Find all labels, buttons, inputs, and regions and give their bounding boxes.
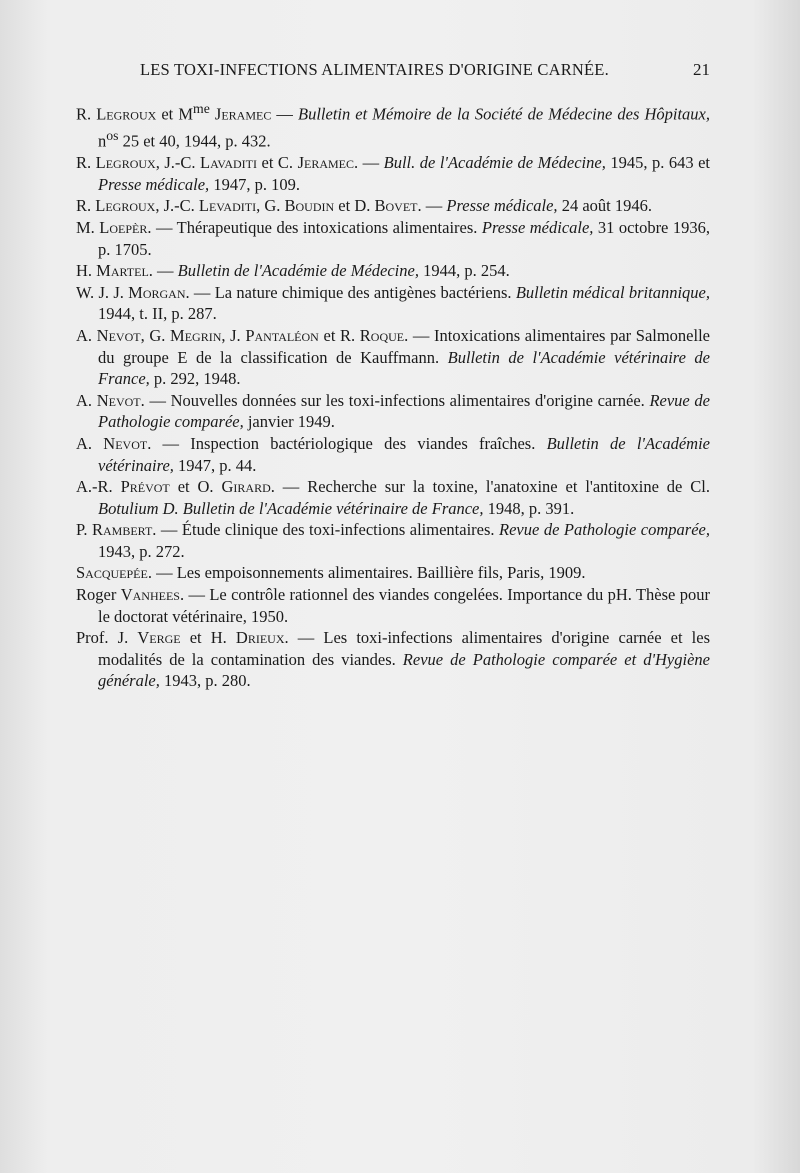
publication-title: Revue de Pathologie comparée,: [499, 520, 710, 540]
reference-list: [76, 98, 710, 692]
reference-entry: [76, 476, 710, 519]
author-name: Jeramec: [214, 104, 272, 124]
reference-text: et C.: [257, 153, 298, 173]
reference-text: et H.: [180, 628, 236, 648]
reference-entry: [76, 98, 710, 152]
author-name: Boudin: [284, 196, 335, 216]
reference-entry: [76, 217, 710, 260]
running-title: LES TOXI-INFECTIONS ALIMENTAIRES D'ORIGINE CARNÉE.: [140, 60, 609, 79]
reference-text: . — La nature chimique des antigènes bactériens.: [185, 282, 516, 302]
reference-text: , J.-C.: [155, 153, 201, 173]
reference-entry: [76, 325, 710, 390]
reference-entry: [76, 152, 710, 195]
reference-text: 1944, p. 254.: [418, 261, 510, 281]
reference-text: A.-R.: [76, 477, 121, 497]
reference-text: 24 août 1946.: [557, 196, 652, 216]
reference-text: A.: [76, 390, 97, 410]
reference-text: P.: [76, 520, 92, 540]
author-name: Loepèr: [99, 217, 148, 237]
reference-text: p. 292, 1948.: [149, 369, 241, 389]
reference-entry: [76, 195, 710, 217]
publication-title: Botulium D. Bulletin de l'Académie vétérinaire de France,: [98, 498, 484, 518]
author-name: Megrin: [170, 325, 222, 345]
reference-text: 1947, p. 44.: [173, 455, 257, 475]
author-name: Roque: [359, 325, 405, 345]
author-name: Sacquepée: [76, 563, 148, 583]
publication-title: Revue de Pathologie comparée,: [98, 390, 710, 432]
author-name: Nevot: [103, 433, 148, 453]
publication-title: Bull. de l'Académie de Médecine,: [383, 153, 606, 173]
reference-text: . —: [148, 261, 178, 281]
publication-title: Bulletin de l'Académie vétérinaire,: [98, 433, 711, 475]
reference-text: A.: [76, 325, 97, 345]
reference-text: , J.-C.: [155, 196, 199, 216]
reference-text: . — Thérapeutique des intoxications alimentaires.: [147, 217, 482, 237]
author-name: Nevot: [96, 325, 141, 345]
author-name: Legroux: [96, 104, 157, 124]
reference-entry: [76, 433, 710, 476]
author-name: Girard: [221, 477, 271, 497]
reference-text: 25 et 40, 1944, p. 432.: [118, 131, 271, 151]
publication-title: Presse médicale,: [446, 196, 558, 216]
reference-text: R.: [76, 153, 96, 173]
reference-text: Roger: [76, 585, 121, 605]
author-name: Jeramec: [297, 153, 354, 173]
author-name: Morgan: [128, 282, 186, 302]
superscript: os: [106, 128, 119, 144]
reference-text: . — Les toxi-infections alimentaires d'origine carnée et les modalités de la contamination des viandes.: [98, 628, 711, 669]
reference-text: et R.: [318, 325, 360, 345]
reference-text: 1947, p. 109.: [209, 174, 300, 194]
reference-text: , G.: [140, 325, 171, 345]
reference-text: . —: [417, 196, 447, 216]
publication-title: Bulletin et Mémoire de la Société de Médecine des Hôpitaux,: [298, 104, 711, 124]
reference-text: R.: [76, 196, 96, 216]
reference-entry: [76, 390, 710, 433]
reference-text: , G.: [256, 196, 285, 216]
page-number: 21: [693, 60, 710, 79]
publication-title: Bulletin de l'Académie de Médecine,: [177, 261, 419, 281]
reference-text: 1948, p. 391.: [483, 498, 575, 518]
reference-text: A.: [76, 433, 104, 453]
reference-text: et O.: [169, 477, 222, 497]
author-name: Vanhees: [120, 585, 180, 605]
publication-title: Bulletin de l'Académie vétérinaire de France,: [98, 347, 711, 389]
reference-entry: [76, 282, 710, 325]
author-name: Pantaléon: [245, 325, 319, 345]
reference-text: . — Étude clinique des toxi-infections alimentaires.: [152, 520, 500, 540]
reference-entry: [76, 562, 710, 584]
author-name: Levaditi: [198, 196, 257, 216]
reference-text: H.: [76, 261, 97, 281]
reference-text: 1943, p. 280.: [159, 671, 251, 691]
reference-text: 1945, p. 643 et: [605, 153, 710, 173]
publication-title: Bulletin médical britannique,: [515, 282, 710, 302]
author-name: Bovet: [374, 196, 418, 216]
publication-title: Revue de Pathologie comparée et d'Hygiène générale,: [98, 649, 710, 691]
reference-text: —: [271, 104, 298, 124]
author-name: Rambert: [91, 520, 153, 540]
reference-text: n: [98, 131, 107, 151]
author-name: Martel: [96, 261, 149, 281]
publication-title: Presse médicale,: [481, 217, 594, 237]
publication-title: Presse médicale,: [98, 174, 210, 194]
author-name: Legroux: [95, 196, 156, 216]
reference-text: . — Intoxications alimentaires par Salmonelle du groupe E de la classification de Kauffmann.: [98, 325, 710, 367]
reference-text: 1944, t. II, p. 287.: [98, 304, 217, 324]
reference-entry: [76, 519, 710, 562]
author-name: Verge: [137, 628, 181, 648]
author-name: Nevot: [96, 390, 141, 410]
reference-text: 1943, p. 272.: [98, 541, 185, 561]
reference-text: R.: [76, 104, 97, 124]
reference-text: . — Recherche sur la toxine, l'anatoxine et l'antitoxine de Cl.: [270, 477, 711, 497]
reference-text: M.: [76, 217, 100, 237]
reference-text: Prof. J.: [76, 628, 138, 648]
reference-text: W. J. J.: [76, 282, 129, 302]
superscript: me: [193, 101, 210, 116]
reference-text: . — Inspection bactériologique des viandes fraîches.: [147, 433, 547, 453]
reference-text: janvier 1949.: [243, 412, 335, 432]
reference-text: 31 octobre 1936, p. 1705.: [98, 217, 710, 259]
reference-text: . — Nouvelles données sur les toxi-infections alimentaires d'origine carnée.: [140, 390, 650, 410]
author-name: Drieux: [235, 628, 285, 648]
reference-text: , J.: [221, 325, 246, 345]
reference-text: et M: [156, 104, 194, 124]
author-name: Prévot: [120, 477, 170, 497]
reference-text: . —: [354, 153, 384, 173]
reference-text: et D.: [334, 196, 375, 216]
running-header: [140, 60, 710, 84]
author-name: Lavaditi: [200, 153, 258, 173]
reference-entry: [76, 584, 710, 627]
reference-entry: [76, 260, 710, 282]
reference-text: . — Le contrôle rationnel des viandes congelées. Importance du pH. Thèse pour le doctorat vétérinaire, 1950.: [98, 585, 710, 626]
reference-text: . — Les empoisonnements alimentaires. Baillière fils, Paris, 1909.: [147, 563, 586, 583]
author-name: Legroux: [95, 153, 156, 173]
reference-entry: [76, 627, 710, 692]
